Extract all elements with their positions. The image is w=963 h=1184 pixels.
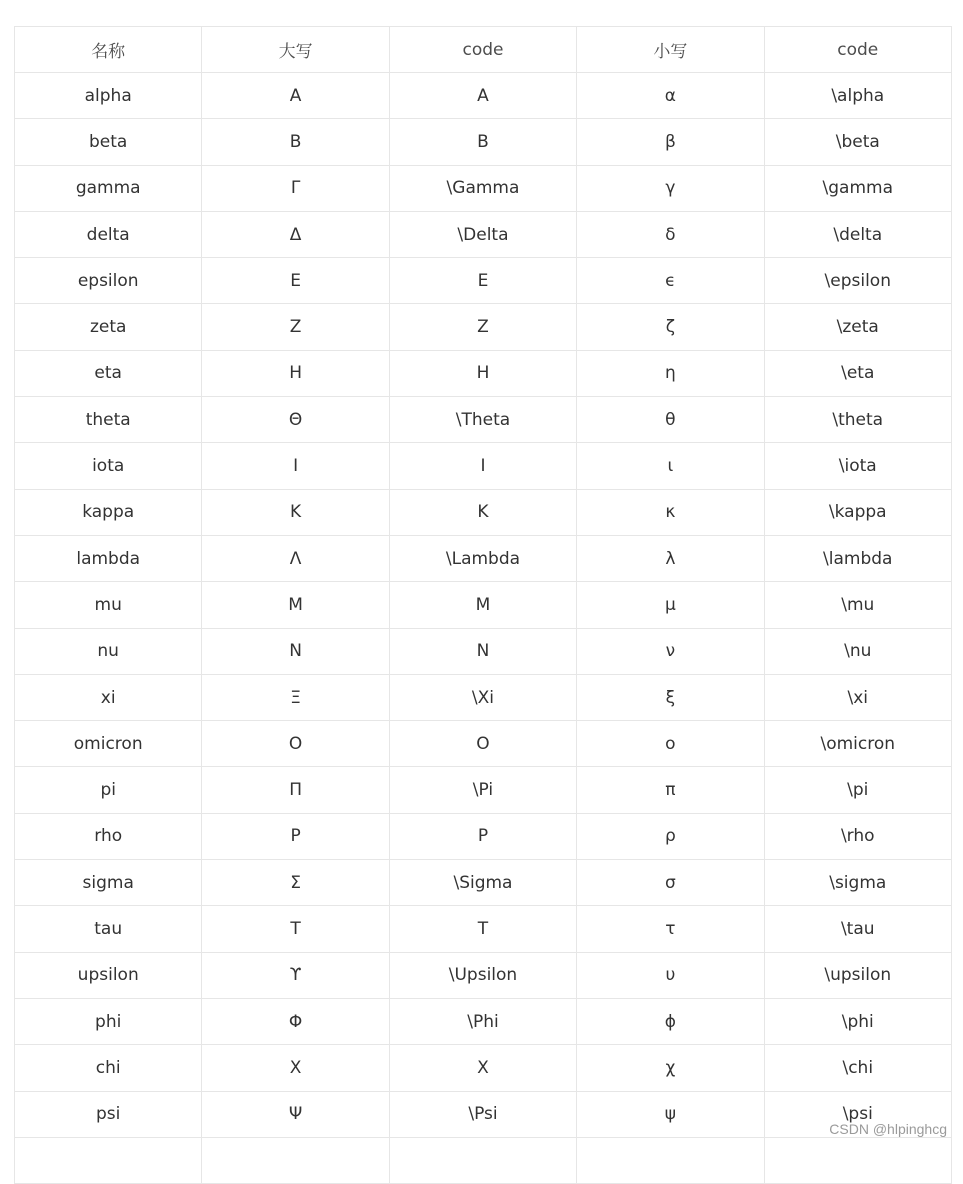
cell-lowercase-code: \beta (764, 119, 951, 165)
cell-uppercase: Γ (202, 165, 389, 211)
cell-uppercase: X (202, 1045, 389, 1091)
cell-lowercase-code: \delta (764, 211, 951, 257)
cell-uppercase-code: O (389, 721, 576, 767)
table-row (15, 304, 952, 350)
table-row (15, 1045, 952, 1091)
cell-uppercase-code: \Upsilon (389, 952, 576, 998)
cell-uppercase-code: A (389, 73, 576, 119)
header-lowercase-code: code (764, 27, 951, 73)
cell-lowercase-code: \epsilon (764, 258, 951, 304)
cell-uppercase: Ξ (202, 674, 389, 720)
cell-lowercase-code: \psi (764, 1091, 951, 1137)
cell-lowercase-code: \gamma (764, 165, 951, 211)
table-row (15, 165, 952, 211)
cell-uppercase: P (202, 813, 389, 859)
cell-uppercase: E (202, 258, 389, 304)
table-row-partial (15, 1137, 952, 1183)
cell-lowercase-code: \tau (764, 906, 951, 952)
cell-lowercase-code: \rho (764, 813, 951, 859)
cell-uppercase: Ψ (202, 1091, 389, 1137)
cell-uppercase-code: M (389, 582, 576, 628)
cell-lowercase: ψ (577, 1091, 764, 1137)
cell-lowercase-code: \kappa (764, 489, 951, 535)
cell-uppercase-code: \Delta (389, 211, 576, 257)
cell-uppercase: Λ (202, 535, 389, 581)
cell-uppercase: I (202, 443, 389, 489)
cell-uppercase: Π (202, 767, 389, 813)
cell-lowercase-code: \chi (764, 1045, 951, 1091)
table-row (15, 258, 952, 304)
cell-lowercase-code: \nu (764, 628, 951, 674)
cell-uppercase-code: E (389, 258, 576, 304)
cell-name: rho (15, 813, 202, 859)
cell-lowercase: ξ (577, 674, 764, 720)
table-row (15, 1091, 952, 1137)
cell-uppercase: Φ (202, 998, 389, 1044)
cell-uppercase: B (202, 119, 389, 165)
cell-uppercase-code: \Psi (389, 1091, 576, 1137)
cell-name: tau (15, 906, 202, 952)
cell-name: beta (15, 119, 202, 165)
cell-lowercase-code: \theta (764, 397, 951, 443)
cell-lowercase: μ (577, 582, 764, 628)
empty-cell (15, 1137, 202, 1183)
table-row (15, 535, 952, 581)
cell-uppercase: ϒ (202, 952, 389, 998)
cell-uppercase-code: B (389, 119, 576, 165)
cell-uppercase-code: \Sigma (389, 860, 576, 906)
cell-uppercase: Z (202, 304, 389, 350)
cell-name: alpha (15, 73, 202, 119)
header-name: 名称 (15, 27, 202, 73)
cell-lowercase-code: \pi (764, 767, 951, 813)
cell-uppercase: H (202, 350, 389, 396)
cell-uppercase: Δ (202, 211, 389, 257)
cell-lowercase-code: \xi (764, 674, 951, 720)
cell-name: iota (15, 443, 202, 489)
cell-lowercase: α (577, 73, 764, 119)
table-row (15, 767, 952, 813)
cell-uppercase-code: \Gamma (389, 165, 576, 211)
cell-lowercase: λ (577, 535, 764, 581)
cell-lowercase: β (577, 119, 764, 165)
cell-name: sigma (15, 860, 202, 906)
cell-uppercase: K (202, 489, 389, 535)
cell-uppercase-code: X (389, 1045, 576, 1091)
cell-lowercase: θ (577, 397, 764, 443)
empty-cell (202, 1137, 389, 1183)
cell-lowercase: γ (577, 165, 764, 211)
cell-name: nu (15, 628, 202, 674)
cell-name: zeta (15, 304, 202, 350)
table-row (15, 397, 952, 443)
cell-uppercase-code: P (389, 813, 576, 859)
cell-name: gamma (15, 165, 202, 211)
cell-uppercase: T (202, 906, 389, 952)
cell-uppercase-code: I (389, 443, 576, 489)
cell-lowercase-code: \upsilon (764, 952, 951, 998)
cell-uppercase-code: H (389, 350, 576, 396)
cell-uppercase: Σ (202, 860, 389, 906)
cell-name: phi (15, 998, 202, 1044)
cell-lowercase: π (577, 767, 764, 813)
cell-name: upsilon (15, 952, 202, 998)
cell-name: delta (15, 211, 202, 257)
cell-lowercase-code: \iota (764, 443, 951, 489)
cell-uppercase-code: T (389, 906, 576, 952)
cell-lowercase-code: \sigma (764, 860, 951, 906)
cell-name: omicron (15, 721, 202, 767)
table-row (15, 73, 952, 119)
cell-lowercase: ϵ (577, 258, 764, 304)
cell-uppercase-code: Z (389, 304, 576, 350)
cell-lowercase: ϕ (577, 998, 764, 1044)
cell-uppercase: O (202, 721, 389, 767)
greek-letter-table (14, 26, 952, 1184)
cell-lowercase: τ (577, 906, 764, 952)
cell-name: lambda (15, 535, 202, 581)
cell-name: pi (15, 767, 202, 813)
table-row (15, 860, 952, 906)
cell-uppercase: N (202, 628, 389, 674)
header-row (15, 27, 952, 73)
cell-lowercase-code: \omicron (764, 721, 951, 767)
table-row (15, 998, 952, 1044)
header-lowercase: 小写 (577, 27, 764, 73)
cell-lowercase: δ (577, 211, 764, 257)
cell-uppercase-code: \Pi (389, 767, 576, 813)
cell-lowercase-code: \eta (764, 350, 951, 396)
cell-lowercase: ρ (577, 813, 764, 859)
cell-name: epsilon (15, 258, 202, 304)
cell-lowercase: χ (577, 1045, 764, 1091)
cell-lowercase-code: \phi (764, 998, 951, 1044)
table-row (15, 211, 952, 257)
cell-lowercase: η (577, 350, 764, 396)
cell-lowercase-code: \mu (764, 582, 951, 628)
cell-lowercase: κ (577, 489, 764, 535)
cell-lowercase: ζ (577, 304, 764, 350)
table-row (15, 906, 952, 952)
cell-lowercase: σ (577, 860, 764, 906)
table-row (15, 952, 952, 998)
cell-name: psi (15, 1091, 202, 1137)
cell-name: kappa (15, 489, 202, 535)
cell-lowercase: ο (577, 721, 764, 767)
empty-cell (389, 1137, 576, 1183)
header-uppercase: 大写 (202, 27, 389, 73)
table-row (15, 489, 952, 535)
cell-uppercase: Θ (202, 397, 389, 443)
cell-name: chi (15, 1045, 202, 1091)
cell-name: theta (15, 397, 202, 443)
cell-uppercase-code: \Phi (389, 998, 576, 1044)
cell-uppercase-code: \Theta (389, 397, 576, 443)
cell-lowercase-code: \lambda (764, 535, 951, 581)
cell-uppercase-code: \Xi (389, 674, 576, 720)
cell-name: xi (15, 674, 202, 720)
table-row (15, 721, 952, 767)
empty-cell (577, 1137, 764, 1183)
table-row (15, 674, 952, 720)
cell-uppercase: A (202, 73, 389, 119)
cell-uppercase-code: N (389, 628, 576, 674)
cell-lowercase-code: \zeta (764, 304, 951, 350)
cell-uppercase-code: \Lambda (389, 535, 576, 581)
table-row (15, 350, 952, 396)
cell-name: eta (15, 350, 202, 396)
cell-name: mu (15, 582, 202, 628)
cell-lowercase-code: \alpha (764, 73, 951, 119)
cell-lowercase: υ (577, 952, 764, 998)
cell-uppercase: M (202, 582, 389, 628)
table-row (15, 582, 952, 628)
table-row (15, 813, 952, 859)
table-row (15, 443, 952, 489)
cell-uppercase-code: K (389, 489, 576, 535)
watermark: CSDN @hlpinghcg (829, 1121, 947, 1137)
table-row (15, 119, 952, 165)
cell-lowercase: ι (577, 443, 764, 489)
table-row (15, 628, 952, 674)
cell-lowercase: ν (577, 628, 764, 674)
header-uppercase-code: code (389, 27, 576, 73)
empty-cell (764, 1137, 951, 1183)
